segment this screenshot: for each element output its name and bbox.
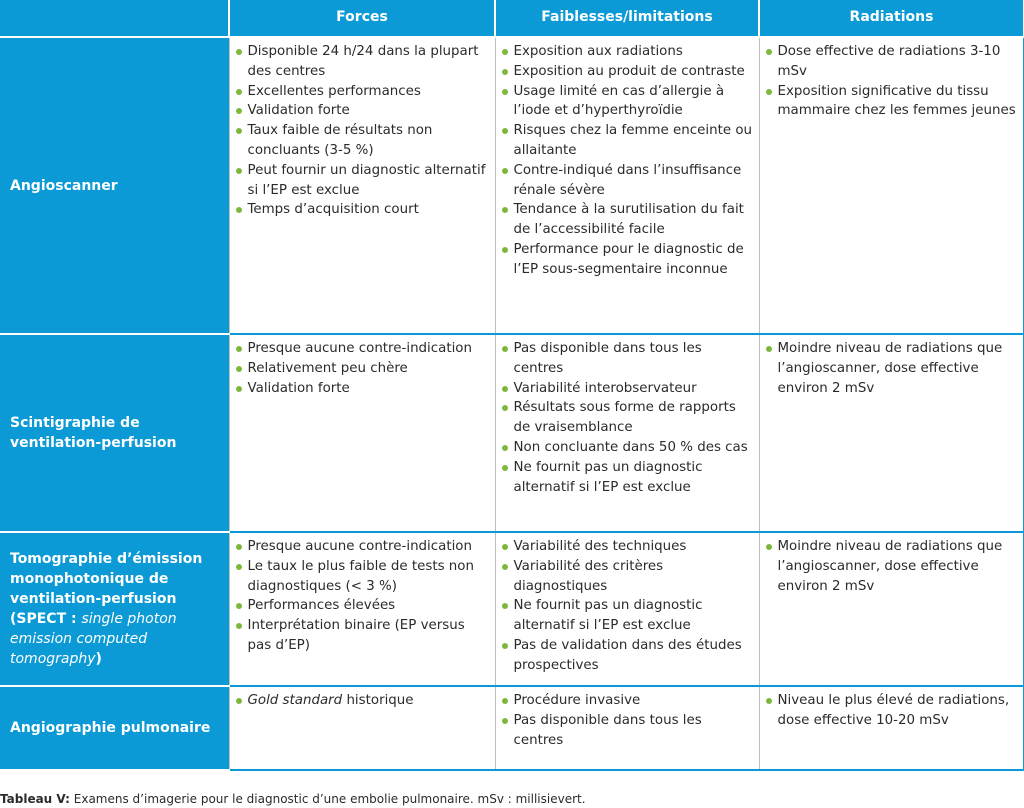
faiblesses-list (501, 42, 753, 280)
list-item: Variabilité interobservateur (501, 379, 753, 399)
list-item: Exposition aux radiations (501, 42, 753, 62)
list-item: Procédure invasive (501, 691, 753, 711)
header-faiblesses: Faiblesses/limitations (495, 0, 759, 37)
list-item (235, 691, 489, 711)
forces-list (235, 537, 489, 656)
cell-faiblesses (495, 37, 759, 334)
forces-list (235, 339, 489, 398)
header-corner (0, 0, 229, 37)
header-radiations: Radiations (759, 0, 1024, 37)
list-item: Validation forte (235, 101, 489, 121)
radiations-list (765, 42, 1018, 121)
cell-radiations (759, 686, 1024, 770)
list-item: Performances élevées (235, 596, 489, 616)
list-item: Niveau le plus élevé de radiations, dose effective 10-20 mSv (765, 691, 1018, 731)
row-header-angioscanner: Angioscanner (0, 37, 229, 334)
list-item: Presque aucune contre-indication (235, 339, 489, 359)
cell-radiations (759, 334, 1024, 532)
historique-text: historique (342, 693, 414, 708)
list-item: Presque aucune contre-indication (235, 537, 489, 557)
list-item: Variabilité des techniques (501, 537, 753, 557)
row-header-spect-abbr: (SPECT : (10, 611, 82, 627)
list-item: Dose effective de radiations 3-10 mSv (765, 42, 1018, 82)
caption-label: Tableau V: (0, 792, 70, 806)
table-row (0, 334, 1024, 532)
list-item: Le taux le plus faible de tests non diagnostiques (< 3 %) (235, 557, 489, 597)
list-item: Pas disponible dans tous les centres (501, 339, 753, 379)
gold-standard-text: Gold standard (247, 693, 343, 708)
caption-text: Examens d’imagerie pour le diagnostic d’une embolie pulmonaire. mSv : millisievert. (69, 792, 586, 806)
cell-forces (229, 686, 495, 770)
table-row (0, 686, 1024, 770)
list-item: Résultats sous forme de rapports de vraisemblance (501, 398, 753, 438)
list-item: Moindre niveau de radiations que l’angioscanner, dose effective environ 2 mSv (765, 537, 1018, 596)
list-item: Exposition significative du tissu mammaire chez les femmes jeunes (765, 82, 1018, 122)
row-header-spect (0, 532, 229, 686)
list-item: Excellentes performances (235, 82, 489, 102)
list-item: Disponible 24 h/24 dans la plupart des centres (235, 42, 489, 82)
radiations-list (765, 339, 1018, 398)
faiblesses-list (501, 537, 753, 676)
list-item: Ne fournit pas un diagnostic alternatif si l’EP est exclue (501, 596, 753, 636)
list-item: Non concluante dans 50 % des cas (501, 438, 753, 458)
cell-faiblesses (495, 532, 759, 686)
cell-forces (229, 532, 495, 686)
table-caption (0, 792, 586, 806)
cell-faiblesses (495, 686, 759, 770)
list-item: Temps d’acquisition court (235, 200, 489, 220)
list-item: Validation forte (235, 379, 489, 399)
forces-list (235, 42, 489, 220)
table-row (0, 37, 1024, 334)
cell-forces (229, 334, 495, 532)
list-item: Taux faible de résultats non concluants (3-5 %) (235, 121, 489, 161)
faiblesses-list (501, 339, 753, 497)
cell-faiblesses (495, 334, 759, 532)
cell-radiations (759, 37, 1024, 334)
row-header-spect-italic: single photon emission computed tomography (10, 611, 177, 667)
cell-radiations (759, 532, 1024, 686)
list-item: Variabilité des critères diagnostiques (501, 557, 753, 597)
radiations-list (765, 537, 1018, 596)
header-forces: Forces (229, 0, 495, 37)
radiations-list (765, 691, 1018, 731)
row-header-scintigraphie: Scintigraphie de ventilation-perfusion (0, 334, 229, 532)
list-item: Ne fournit pas un diagnostic alternatif si l’EP est exclue (501, 458, 753, 498)
faiblesses-list (501, 691, 753, 750)
list-item: Interprétation binaire (EP versus pas d’EP) (235, 616, 489, 656)
list-item: Tendance à la surutilisation du fait de l’accessibilité facile (501, 200, 753, 240)
list-item: Relativement peu chère (235, 359, 489, 379)
list-item: Usage limité en cas d’allergie à l’iode et d’hyperthyroïdie (501, 82, 753, 122)
list-item: Performance pour le diagnostic de l’EP sous-segmentaire inconnue (501, 240, 753, 280)
row-header-angiographie: Angiographie pulmonaire (0, 686, 229, 770)
list-item: Peut fournir un diagnostic alternatif si l’EP est exclue (235, 161, 489, 201)
list-item: Pas de validation dans des études prospectives (501, 636, 753, 676)
list-item: Moindre niveau de radiations que l’angioscanner, dose effective environ 2 mSv (765, 339, 1018, 398)
cell-forces (229, 37, 495, 334)
list-item: Pas disponible dans tous les centres (501, 711, 753, 751)
forces-list (235, 691, 489, 711)
row-header-spect-main: Tomographie d’émission monophotonique de ventilation-perfusion (10, 551, 203, 607)
header-row (0, 0, 1024, 37)
list-item: Contre-indiqué dans l’insuffisance rénale sévère (501, 161, 753, 201)
list-item: Exposition au produit de contraste (501, 62, 753, 82)
list-item: Risques chez la femme enceinte ou allaitante (501, 121, 753, 161)
row-header-spect-close: ) (95, 651, 102, 667)
table-row (0, 532, 1024, 686)
